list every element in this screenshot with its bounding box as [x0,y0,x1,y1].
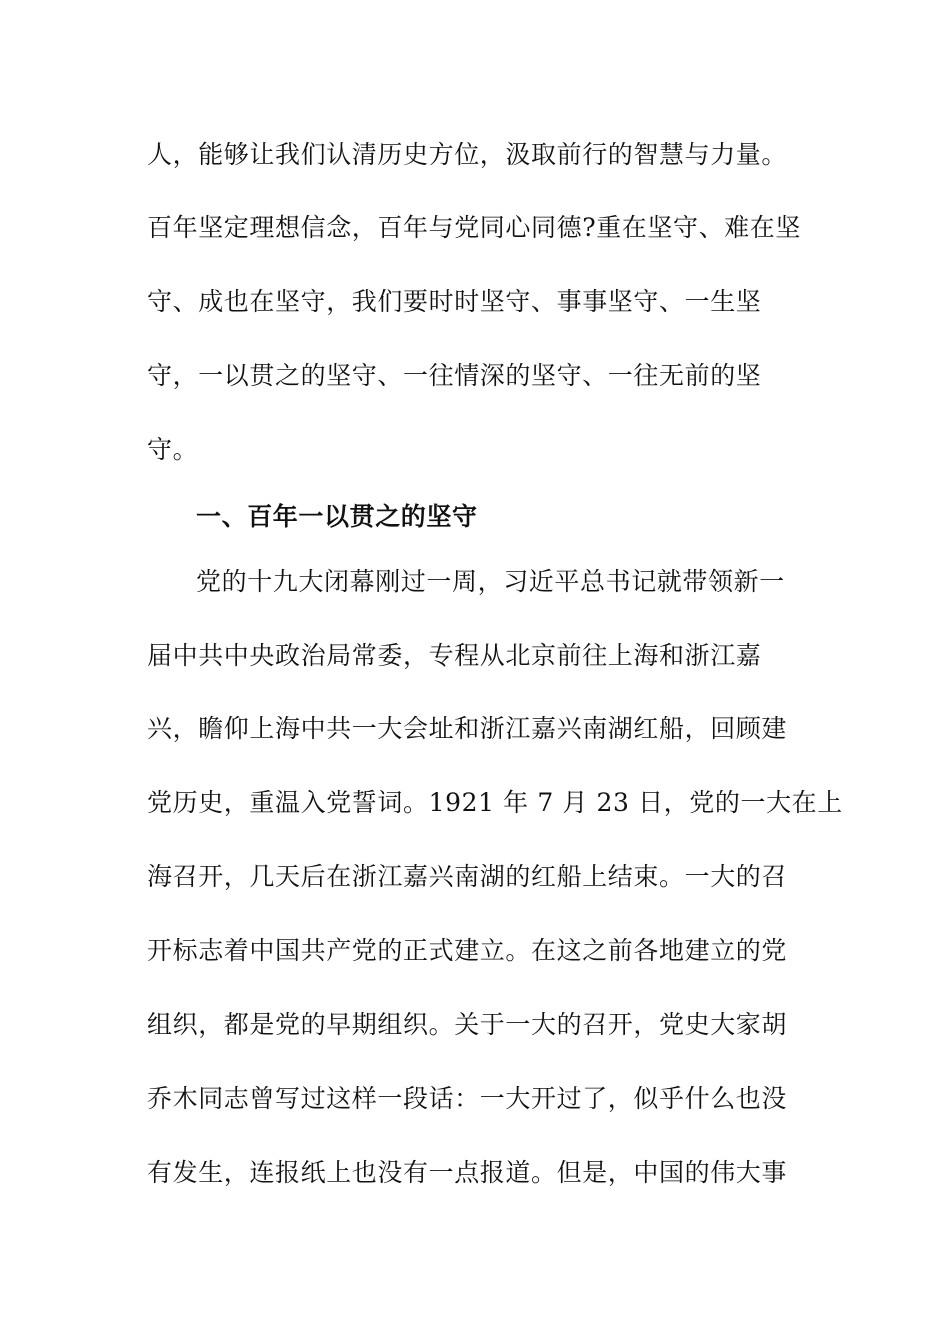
text-line: 百年坚定理想信念，百年与党同心同德?重在坚守、难在坚 [147,213,802,242]
paragraph-line: 乔木同志曾写过这样一段话：一大开过了，似乎什么也没 [147,1084,788,1113]
paragraph-line: 海召开，几天后在浙江嘉兴南湖的红船上结束。一大的召 [147,862,788,891]
text-line: 守，一以贯之的坚守、一往情深的坚守、一往无前的坚 [147,361,762,390]
paragraph-line: 开标志着中国共产党的正式建立。在这之前各地建立的党 [147,936,788,965]
paragraph-line: 届中共中央政治局常委，专程从北京前往上海和浙江嘉 [147,641,762,670]
paragraph-line: 兴，瞻仰上海中共一大会址和浙江嘉兴南湖红船，回顾建 [147,714,788,743]
paragraph-line: 组织，都是党的早期组织。关于一大的召开，党史大家胡 [147,1010,788,1039]
paragraph-line: 党的十九大闭幕刚过一周，习近平总书记就带领新一 [196,567,785,596]
text-line: 守。 [147,435,199,464]
paragraph-line: 有发生，连报纸上也没有一点报道。但是，中国的伟大事 [147,1158,788,1187]
section-heading: 一、百年一以贯之的坚守 [196,502,478,531]
text-line: 守、成也在坚守，我们要时时坚守、事事坚守、一生坚 [147,287,762,316]
paragraph-line: 党历史，重温入党誓词。1921 年 7 月 23 日，党的一大在上 [147,788,843,817]
text-line: 人，能够让我们认清历史方位，汲取前行的智慧与力量。 [147,140,788,169]
